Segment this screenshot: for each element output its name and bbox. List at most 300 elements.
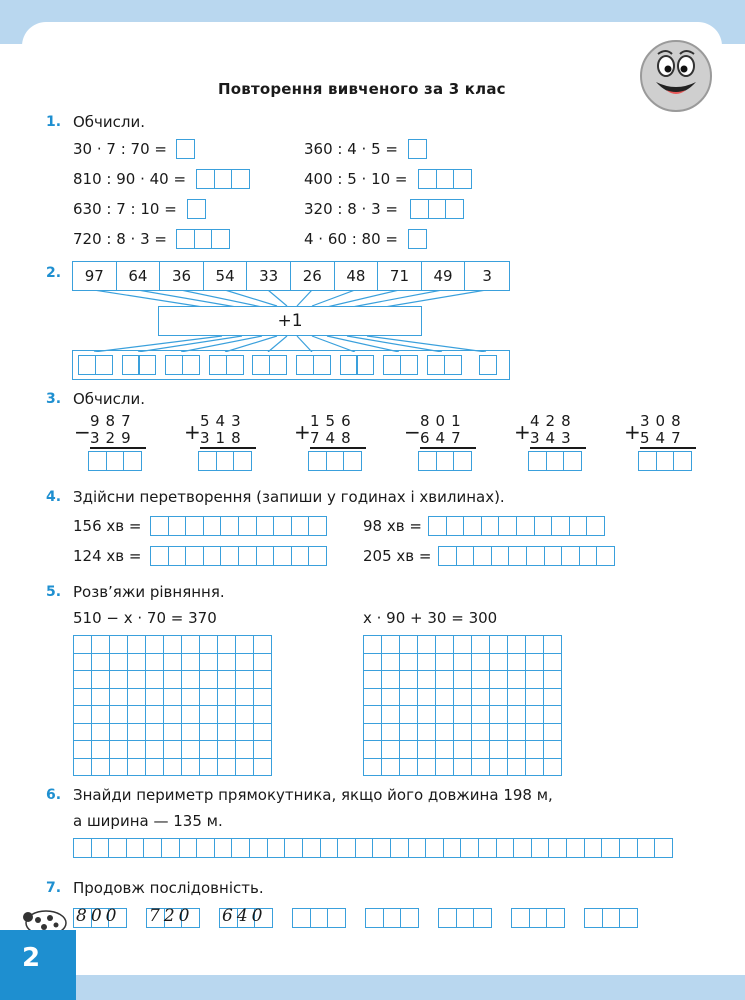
grid-cell[interactable] [526,724,544,742]
t2-number: 36 [160,262,204,290]
grid-cell[interactable] [146,689,164,707]
t2-number: 54 [204,262,248,290]
t4-answer-1[interactable] [150,516,326,536]
grid-cell[interactable] [454,654,472,672]
t3-operand-b: 318 [200,429,247,447]
t2-number: 71 [378,262,422,290]
grid-cell[interactable] [182,636,200,654]
grid-cell[interactable] [544,636,562,654]
answer-cell[interactable] [267,838,286,858]
grid-cell[interactable] [146,706,164,724]
grid-cell[interactable] [508,689,526,707]
grid-cell[interactable] [164,636,182,654]
t1-answer-r2[interactable] [418,169,471,189]
t3-operand-a: 156 [310,412,357,430]
grid-cell[interactable] [400,759,418,777]
t2-answer-cell[interactable] [73,355,117,375]
answer-cell[interactable] [548,838,567,858]
task-6-number: 6. [46,787,62,803]
grid-cell[interactable] [400,636,418,654]
t2-number: 49 [422,262,466,290]
grid-cell[interactable] [128,759,146,777]
grid-cell[interactable] [382,689,400,707]
grid-cell[interactable] [128,636,146,654]
grid-cell[interactable] [164,706,182,724]
answer-cell[interactable] [214,838,233,858]
grid-cell[interactable] [382,724,400,742]
grid-cell[interactable] [254,759,272,777]
answer-cell[interactable] [531,838,550,858]
grid-cell[interactable] [364,759,382,777]
answer-cell[interactable] [179,838,198,858]
grid-cell[interactable] [164,689,182,707]
grid-cell[interactable] [418,759,436,777]
answer-cell[interactable] [91,838,110,858]
grid-cell[interactable] [508,759,526,777]
t1-answer-l1[interactable] [176,139,194,159]
t5-equation-1: 510 − х · 70 = 370 [73,609,217,627]
t2-answer-cell[interactable] [204,355,248,375]
grid-cell[interactable] [436,706,454,724]
grid-cell[interactable] [254,706,272,724]
grid-cell[interactable] [236,741,254,759]
grid-cell[interactable] [254,654,272,672]
t3-operator: + [514,420,531,444]
t3-underline [530,447,586,449]
grid-cell[interactable] [128,671,146,689]
t2-answer-cell[interactable] [117,355,161,375]
grid-cell[interactable] [236,724,254,742]
grid-cell[interactable] [92,689,110,707]
grid-cell[interactable] [400,741,418,759]
grid-cell[interactable] [382,706,400,724]
grid-cell[interactable] [436,741,454,759]
answer-cell[interactable] [126,838,145,858]
grid-cell[interactable] [364,671,382,689]
t7-cell-group[interactable] [584,908,637,928]
grid-cell[interactable] [218,741,236,759]
grid-cell[interactable] [472,671,490,689]
grid-cell[interactable] [472,706,490,724]
answer-cell[interactable] [73,838,92,858]
grid-cell[interactable] [128,724,146,742]
grid-cell[interactable] [508,706,526,724]
grid-cell[interactable] [436,689,454,707]
grid-cell[interactable] [200,636,218,654]
t1-expr-r4: 4 · 60 : 80 = [304,230,398,248]
grid-cell[interactable] [454,724,472,742]
grid-cell[interactable] [418,636,436,654]
grid-cell[interactable] [146,741,164,759]
answer-cell[interactable] [249,838,268,858]
grid-cell[interactable] [74,741,92,759]
t1-expr-l2: 810 : 90 · 40 = [73,170,187,188]
grid-cell[interactable] [418,689,436,707]
grid-cell[interactable] [364,724,382,742]
grid-cell[interactable] [526,706,544,724]
t3-operand-a: 543 [200,412,247,430]
grid-cell[interactable] [490,671,508,689]
grid-cell[interactable] [382,654,400,672]
grid-cell[interactable] [128,706,146,724]
task-4-number: 4. [46,489,62,505]
grid-cell[interactable] [418,671,436,689]
grid-cell[interactable] [526,654,544,672]
grid-cell[interactable] [454,636,472,654]
grid-cell[interactable] [454,759,472,777]
grid-cell[interactable] [182,706,200,724]
t1-answer-r1[interactable] [408,139,426,159]
grid-cell[interactable] [110,636,128,654]
grid-cell[interactable] [182,724,200,742]
grid-cell[interactable] [182,689,200,707]
t3-operand-b: 748 [310,429,357,447]
grid-cell[interactable] [364,706,382,724]
answer-cell[interactable] [601,838,620,858]
grid-cell[interactable] [254,671,272,689]
grid-cell[interactable] [218,654,236,672]
t2-answer-cell[interactable] [247,355,291,375]
grid-cell[interactable] [526,689,544,707]
answer-cell[interactable] [390,838,409,858]
grid-cell[interactable] [526,636,544,654]
grid-cell[interactable] [436,671,454,689]
answer-cell[interactable] [496,838,515,858]
t7-cell-group[interactable] [511,908,564,928]
grid-cell[interactable] [472,759,490,777]
t2-number: 64 [117,262,161,290]
t3-underline [420,447,476,449]
answer-cell[interactable] [284,838,303,858]
t3-answer[interactable] [88,451,141,471]
grid-cell[interactable] [110,706,128,724]
grid-cell[interactable] [364,741,382,759]
grid-cell[interactable] [92,724,110,742]
grid-cell[interactable] [472,724,490,742]
t2-answer-cell[interactable] [335,355,379,375]
grid-cell[interactable] [236,759,254,777]
grid-cell[interactable] [364,654,382,672]
grid-cell[interactable] [146,636,164,654]
grid-cell[interactable] [200,759,218,777]
answer-cell[interactable] [425,838,444,858]
task-3-number: 3. [46,391,62,407]
answer-cell[interactable] [231,838,250,858]
answer-cell[interactable] [302,838,321,858]
grid-cell[interactable] [182,671,200,689]
grid-cell[interactable] [490,706,508,724]
answer-cell[interactable] [408,838,427,858]
grid-cell[interactable] [146,654,164,672]
task-5-text: Розв’яжи рівняння. [73,583,225,601]
grid-cell[interactable] [472,636,490,654]
grid-cell[interactable] [544,741,562,759]
t2-answer-cell[interactable] [378,355,422,375]
t3-operand-b: 343 [530,429,577,447]
t2-number: 33 [247,262,291,290]
grid-cell[interactable] [128,741,146,759]
answer-cell[interactable] [320,838,339,858]
t2-operation-box: +1 [158,306,422,336]
grid-cell[interactable] [164,671,182,689]
grid-cell[interactable] [236,671,254,689]
t3-operator: + [624,420,641,444]
grid-cell[interactable] [400,671,418,689]
task-7-text: Продовж послідовність. [73,879,264,897]
grid-cell[interactable] [418,724,436,742]
grid-cell[interactable] [254,689,272,707]
t3-operand-a: 801 [420,412,467,430]
t3-answer[interactable] [638,451,691,471]
grid-cell[interactable] [110,671,128,689]
t5-grid-1[interactable] [73,635,272,776]
grid-cell[interactable] [436,636,454,654]
grid-cell[interactable] [128,654,146,672]
task-4-text: Здійсни перетворення (запиши у годинах і хвилинах). [73,488,505,506]
t2-answer-row[interactable] [72,350,510,380]
t1-answer-r3[interactable] [410,199,463,219]
grid-cell[interactable] [454,671,472,689]
task-3-text: Обчисли. [73,390,146,408]
t3-answer[interactable] [308,451,361,471]
t3-operand-a: 428 [530,412,577,430]
grid-cell[interactable] [110,759,128,777]
grid-cell[interactable] [164,759,182,777]
t3-underline [640,447,696,449]
grid-cell[interactable] [110,741,128,759]
grid-cell[interactable] [92,759,110,777]
grid-cell[interactable] [182,741,200,759]
t4-answer-4[interactable] [438,546,614,566]
t7-given-1: 800 [76,906,121,926]
grid-cell[interactable] [454,741,472,759]
t4-item-1: 156 хв = [73,517,142,535]
answer-cell[interactable] [460,838,479,858]
answer-cell[interactable] [619,838,638,858]
grid-cell[interactable] [490,741,508,759]
t7-cell-group[interactable] [438,908,491,928]
t4-answer-2[interactable] [428,516,604,536]
grid-cell[interactable] [490,636,508,654]
grid-cell[interactable] [92,636,110,654]
grid-cell[interactable] [544,671,562,689]
grid-cell[interactable] [200,741,218,759]
t7-cell-group[interactable] [365,908,418,928]
grid-cell[interactable] [418,706,436,724]
grid-cell[interactable] [364,636,382,654]
answer-cell[interactable] [654,838,673,858]
task-1-number: 1. [46,114,62,130]
grid-cell[interactable] [508,654,526,672]
grid-cell[interactable] [218,689,236,707]
grid-cell[interactable] [418,654,436,672]
grid-cell[interactable] [74,706,92,724]
grid-cell[interactable] [74,654,92,672]
t6-answer-cells[interactable] [73,838,672,858]
grid-cell[interactable] [200,724,218,742]
answer-cell[interactable] [478,838,497,858]
t1-answer-l3[interactable] [187,199,205,219]
grid-cell[interactable] [400,654,418,672]
t3-operator: − [74,420,91,444]
grid-cell[interactable] [218,706,236,724]
t1-expr-r2: 400 : 5 · 10 = [304,170,408,188]
t3-answer[interactable] [418,451,471,471]
t1-expr-l4: 720 : 8 · 3 = [73,230,167,248]
grid-cell[interactable] [472,689,490,707]
t3-operand-a: 308 [640,412,687,430]
page-title: Повторення вивченого за 3 клас [218,80,506,98]
grid-cell[interactable] [92,706,110,724]
t3-operator: − [404,420,421,444]
t3-underline [310,447,366,449]
grid-cell[interactable] [382,671,400,689]
grid-cell[interactable] [418,741,436,759]
t5-grid-2[interactable] [363,635,562,776]
grid-cell[interactable] [544,689,562,707]
grid-cell[interactable] [110,654,128,672]
answer-cell[interactable] [443,838,462,858]
t1-answer-l2[interactable] [196,169,249,189]
grid-cell[interactable] [74,689,92,707]
grid-cell[interactable] [544,724,562,742]
answer-cell[interactable] [372,838,391,858]
grid-cell[interactable] [164,654,182,672]
grid-cell[interactable] [436,759,454,777]
answer-cell[interactable] [161,838,180,858]
grid-cell[interactable] [382,741,400,759]
grid-cell[interactable] [182,759,200,777]
grid-cell[interactable] [454,706,472,724]
t4-item-3: 124 хв = [73,547,142,565]
grid-cell[interactable] [382,759,400,777]
grid-cell[interactable] [146,759,164,777]
grid-cell[interactable] [146,724,164,742]
t1-expr-r3: 320 : 8 · 3 = [304,200,398,218]
grid-cell[interactable] [236,654,254,672]
grid-cell[interactable] [200,654,218,672]
grid-cell[interactable] [200,671,218,689]
answer-cell[interactable] [584,838,603,858]
grid-cell[interactable] [490,654,508,672]
grid-cell[interactable] [236,636,254,654]
grid-cell[interactable] [508,741,526,759]
grid-cell[interactable] [74,724,92,742]
grid-cell[interactable] [146,671,164,689]
grid-cell[interactable] [400,689,418,707]
t4-item-4: 205 хв = [363,547,432,565]
grid-cell[interactable] [490,759,508,777]
grid-cell[interactable] [218,671,236,689]
grid-cell[interactable] [454,689,472,707]
grid-cell[interactable] [508,724,526,742]
grid-cell[interactable] [92,741,110,759]
grid-cell[interactable] [218,724,236,742]
t2-answer-cell[interactable] [291,355,335,375]
grid-cell[interactable] [490,724,508,742]
grid-cell[interactable] [400,706,418,724]
t7-cell-group[interactable] [292,908,345,928]
t1-answer-r4[interactable] [408,229,426,249]
grid-cell[interactable] [436,654,454,672]
answer-cell[interactable] [337,838,356,858]
grid-cell[interactable] [200,706,218,724]
grid-cell[interactable] [200,689,218,707]
t2-answer-cell[interactable] [465,355,509,375]
grid-cell[interactable] [182,654,200,672]
grid-cell[interactable] [92,654,110,672]
answer-cell[interactable] [108,838,127,858]
grid-cell[interactable] [526,741,544,759]
grid-cell[interactable] [218,636,236,654]
grid-cell[interactable] [236,689,254,707]
grid-cell[interactable] [544,706,562,724]
grid-cell[interactable] [254,724,272,742]
grid-cell[interactable] [544,759,562,777]
grid-cell[interactable] [508,671,526,689]
t7-given-2: 720 [149,906,194,926]
grid-cell[interactable] [74,759,92,777]
grid-cell[interactable] [218,759,236,777]
grid-cell[interactable] [254,636,272,654]
answer-cell[interactable] [637,838,656,858]
grid-cell[interactable] [164,724,182,742]
grid-cell[interactable] [490,689,508,707]
grid-cell[interactable] [544,654,562,672]
task-1-text: Обчисли. [73,113,146,131]
t4-item-2: 98 хв = [363,517,422,535]
t4-answer-3[interactable] [150,546,326,566]
t2-answer-cell[interactable] [160,355,204,375]
t3-operand-b: 329 [90,429,137,447]
grid-cell[interactable] [400,724,418,742]
t3-answer[interactable] [528,451,581,471]
grid-cell[interactable] [508,636,526,654]
answer-cell[interactable] [143,838,162,858]
grid-cell[interactable] [364,689,382,707]
grid-cell[interactable] [92,671,110,689]
t3-operand-a: 987 [90,412,137,430]
answer-cell[interactable] [566,838,585,858]
grid-cell[interactable] [74,671,92,689]
grid-cell[interactable] [526,759,544,777]
t3-operand-b: 647 [420,429,467,447]
bottom-band [0,975,745,1000]
grid-cell[interactable] [164,741,182,759]
grid-cell[interactable] [110,689,128,707]
grid-cell[interactable] [526,671,544,689]
grid-cell[interactable] [254,741,272,759]
grid-cell[interactable] [472,741,490,759]
t2-answer-cell[interactable] [422,355,466,375]
grid-cell[interactable] [472,654,490,672]
grid-cell[interactable] [382,636,400,654]
task-6-text-line2: а ширина — 135 м. [73,812,223,830]
answer-cell[interactable] [355,838,374,858]
grid-cell[interactable] [436,724,454,742]
t3-underline [200,447,256,449]
t1-expr-r1: 360 : 4 · 5 = [304,140,398,158]
answer-cell[interactable] [513,838,532,858]
grid-cell[interactable] [74,636,92,654]
grid-cell[interactable] [236,706,254,724]
grid-cell[interactable] [110,724,128,742]
t1-answer-l4[interactable] [176,229,229,249]
grid-cell[interactable] [128,689,146,707]
answer-cell[interactable] [196,838,215,858]
t3-underline [90,447,146,449]
t3-answer[interactable] [198,451,251,471]
